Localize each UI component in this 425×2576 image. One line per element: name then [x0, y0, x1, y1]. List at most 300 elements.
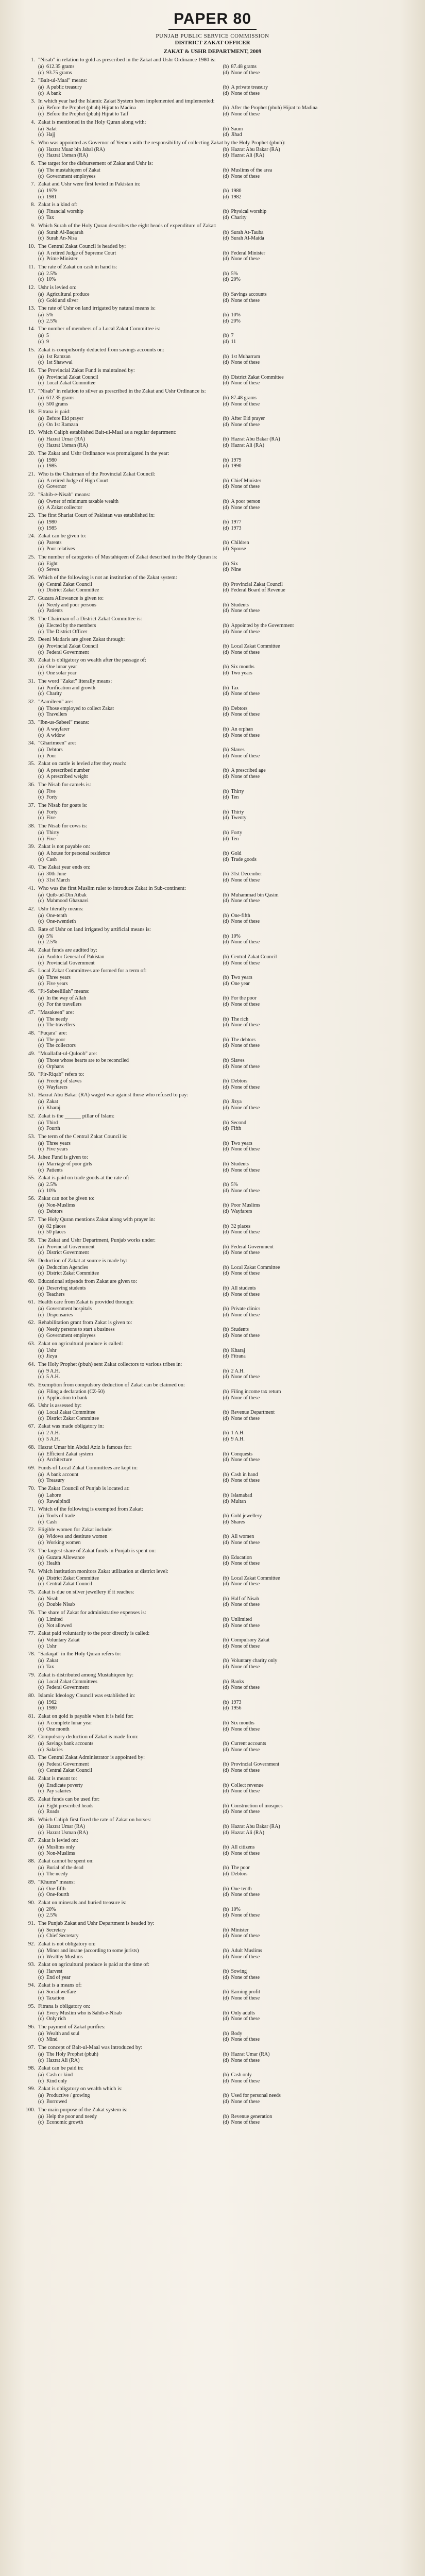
option-letter: (b) [223, 478, 229, 484]
option-letter: (c) [38, 1250, 44, 1256]
option-text: Hazrat Ali (RA) [231, 442, 264, 448]
answer-option [223, 436, 401, 443]
answer-option [38, 1493, 216, 1499]
question-number: 82. [28, 1734, 35, 1740]
option-letter: (c) [38, 1063, 44, 1070]
option-text: Trade goods [231, 856, 257, 862]
option-text: Governor [46, 484, 66, 490]
question-text: "Khums" means: [38, 1879, 75, 1885]
option-text: None of these [231, 1788, 260, 1794]
option-text: Zakat [46, 1658, 58, 1664]
option-text: Forty [46, 794, 58, 801]
answer-option [223, 1830, 401, 1836]
question-number: 28. [28, 616, 35, 622]
option-grid [38, 1886, 400, 1898]
answer-option [38, 1788, 216, 1794]
option-grid [38, 436, 400, 448]
option-text: Hazrat Usman (RA) [46, 442, 88, 448]
option-text: Six [231, 561, 238, 567]
option-grid [38, 851, 400, 862]
option-text: Hazrat Umar (RA) [46, 436, 85, 443]
option-text: Saum [231, 126, 243, 132]
answer-option [38, 1353, 216, 1360]
option-letter: (c) [38, 877, 44, 883]
answer-option [38, 1146, 216, 1153]
answer-option [223, 1499, 401, 1505]
question-body [38, 699, 400, 718]
option-grid [38, 892, 400, 904]
answer-option [223, 836, 401, 842]
question-text: Rate of Ushr on land irrigated by artificial means is: [38, 926, 151, 933]
option-text: Secretary [46, 1927, 66, 1933]
answer-option [223, 1995, 401, 2002]
option-letter: (c) [38, 173, 44, 179]
question-text: Zakat is due on silver jewellery if it reaches: [38, 1589, 134, 1595]
question-body [38, 430, 400, 448]
option-text: 1956 [231, 1705, 242, 1711]
option-text: Thirty [231, 788, 244, 794]
option-text: None of these [231, 1747, 260, 1753]
option-letter: (c) [38, 753, 44, 759]
answer-option [38, 650, 216, 656]
option-grid [38, 354, 400, 366]
question-body [38, 844, 400, 862]
question-item [25, 161, 400, 179]
option-grid [38, 1389, 400, 1401]
option-letter: (a) [38, 374, 44, 380]
answer-option [38, 1747, 216, 1753]
option-letter: (d) [223, 1995, 229, 2002]
answer-option [38, 582, 216, 588]
option-text: Appointed by the Government [231, 623, 294, 629]
answer-option [38, 1761, 216, 1768]
option-letter: (d) [223, 194, 229, 200]
option-letter: (b) [223, 1202, 229, 1209]
option-text: None of these [231, 1767, 260, 1773]
option-grid [38, 1037, 400, 1049]
option-text: Government hospitals [46, 1306, 92, 1312]
option-letter: (c) [38, 794, 44, 801]
option-text: Central Zakat Council [46, 1581, 92, 1587]
option-text: Used for personal needs [231, 2093, 281, 2099]
option-text: 2.5% [46, 270, 57, 277]
answer-option [223, 1064, 401, 1070]
question-text: The Nisab for camels is: [38, 782, 91, 788]
option-letter: (b) [223, 1679, 229, 1685]
option-letter: (b) [223, 2030, 229, 2037]
answer-option [223, 484, 401, 490]
answer-option [223, 1229, 401, 1235]
option-text: 87.48 grams [231, 395, 257, 401]
option-grid [38, 1348, 400, 1360]
question-number: 90. [28, 1900, 35, 1906]
option-letter: (a) [38, 1244, 44, 1250]
question-body [38, 1030, 400, 1049]
option-text: Body [231, 2030, 243, 2037]
option-letter: (c) [38, 1788, 44, 1794]
option-letter: (d) [223, 1126, 229, 1132]
answer-option [223, 298, 401, 304]
question-number: 44. [28, 947, 35, 954]
option-letter: (d) [223, 277, 229, 283]
option-letter: (b) [223, 333, 229, 339]
option-text: District Zakat Committee [46, 587, 99, 594]
answer-option [223, 1886, 401, 1892]
answer-option [223, 1679, 401, 1685]
question-body [38, 968, 400, 987]
answer-option [38, 1540, 216, 1546]
answer-option [38, 1224, 216, 1230]
option-letter: (c) [38, 318, 44, 324]
question-body [38, 1465, 400, 1484]
answer-option [223, 256, 401, 262]
option-text: Roads [46, 1809, 59, 1815]
option-letter: (b) [223, 416, 229, 422]
option-letter: (b) [223, 1803, 229, 1809]
option-letter: (a) [38, 1347, 44, 1353]
question-list [25, 57, 400, 2126]
question-item [25, 140, 400, 159]
option-text: Thirty [231, 809, 244, 815]
option-letter: (d) [223, 1539, 229, 1546]
answer-option [38, 64, 216, 70]
option-text: A prescribed weight [46, 773, 88, 779]
question-body [38, 2107, 400, 2126]
option-letter: (a) [38, 1617, 44, 1623]
question-item [25, 1382, 400, 1401]
option-text: None of these [231, 919, 260, 925]
question-text: Zakat funds are audited by: [38, 947, 97, 954]
option-text: Five [46, 836, 56, 842]
option-letter: (d) [223, 1974, 229, 1980]
option-letter: (c) [38, 1498, 44, 1504]
question-body [38, 264, 400, 283]
option-letter: (b) [223, 457, 229, 463]
option-text: None of these [231, 1933, 260, 1939]
option-grid [38, 2093, 400, 2105]
option-letter: (a) [38, 1182, 44, 1188]
option-letter: (b) [223, 747, 229, 753]
option-text: Hajj [46, 132, 56, 138]
answer-option [223, 1700, 401, 1706]
option-letter: (a) [38, 1554, 44, 1561]
option-grid [38, 1989, 400, 2001]
answer-option [38, 789, 216, 795]
option-grid [38, 84, 400, 96]
question-number: 100. [25, 2107, 35, 2113]
option-letter: (b) [223, 685, 229, 691]
option-letter: (b) [223, 954, 229, 960]
question-text: Zakat is mentioned in the Holy Quran along with: [38, 119, 146, 125]
option-letter: (b) [223, 1140, 229, 1146]
question-text: Jahez Fund is given to: [38, 1154, 88, 1160]
option-text: None of these [231, 1312, 260, 1318]
option-text: 5% [46, 933, 54, 939]
option-letter: (c) [38, 1043, 44, 1049]
option-text: Surah Al-Maida [231, 235, 264, 242]
question-text: Zakat can be paid in: [38, 2065, 84, 2072]
option-letter: (c) [38, 360, 44, 366]
option-text: Taxation [46, 1995, 64, 2002]
answer-option [223, 1353, 401, 1360]
option-text: Government employees [46, 173, 96, 179]
option-text: 1990 [231, 463, 242, 469]
answer-option [223, 105, 401, 111]
option-text: Government employees [46, 1333, 96, 1339]
option-letter: (c) [38, 152, 44, 159]
option-text: 1st Muharram [231, 353, 260, 360]
option-text: Surah At-Tauba [231, 229, 264, 235]
question-text: The Central Zakat Administrator is appointed by: [38, 1755, 145, 1761]
option-letter: (d) [223, 1850, 229, 1856]
option-text: A house for personal residence [46, 851, 110, 857]
option-letter: (c) [38, 1561, 44, 1567]
option-letter: (a) [38, 809, 44, 815]
question-item [25, 1672, 400, 1691]
question-body [38, 761, 400, 779]
option-letter: (d) [223, 1954, 229, 1960]
answer-option [38, 375, 216, 381]
option-grid [38, 913, 400, 925]
question-number: 30. [28, 657, 35, 664]
question-item [25, 596, 400, 614]
option-letter: (a) [38, 581, 44, 587]
option-text: Minor and insane (according to some jurists) [46, 1948, 139, 1954]
answer-option [38, 1989, 216, 1995]
answer-option [223, 2031, 401, 2037]
question-body [38, 1817, 400, 1836]
option-text: None of these [231, 753, 260, 759]
option-letter: (c) [38, 214, 44, 221]
answer-option [223, 401, 401, 408]
answer-option [223, 1705, 401, 1711]
option-letter: (d) [223, 297, 229, 303]
answer-option [223, 457, 401, 464]
option-letter: (c) [38, 1726, 44, 1732]
option-letter: (d) [223, 608, 229, 614]
answer-option [223, 463, 401, 469]
answer-option [38, 271, 216, 277]
option-text: Unlimited [231, 1617, 252, 1623]
question-item [25, 1651, 400, 1670]
question-number: 18. [28, 409, 35, 415]
question-body [38, 1589, 400, 1608]
answer-option [38, 395, 216, 401]
answer-option [223, 1623, 401, 1629]
answer-option [223, 753, 401, 759]
answer-option [223, 1002, 401, 1008]
answer-option [38, 1265, 216, 1271]
question-item [25, 1238, 400, 1256]
option-text: All students [231, 1285, 256, 1292]
answer-option [38, 1327, 216, 1333]
option-text: Revenue generation [231, 2113, 273, 2120]
option-text: Debtors [46, 747, 63, 753]
option-letter: (c) [38, 2016, 44, 2022]
option-text: The collectors [46, 1043, 76, 1049]
option-text: None of these [231, 2098, 260, 2105]
question-item [25, 1962, 400, 1980]
option-letter: (a) [38, 726, 44, 732]
option-letter: (d) [223, 1933, 229, 1939]
option-letter: (d) [223, 401, 229, 407]
answer-option [38, 2031, 216, 2037]
answer-option [38, 995, 216, 1002]
option-letter: (b) [223, 1782, 229, 1788]
question-number: 84. [28, 1775, 35, 1782]
question-number: 10. [28, 243, 35, 249]
option-letter: (b) [223, 809, 229, 815]
question-item [25, 1838, 400, 1856]
option-text: None of these [231, 360, 260, 366]
question-body [38, 1217, 400, 1235]
answer-option [223, 670, 401, 676]
option-letter: (c) [38, 2037, 44, 2043]
option-text: None of these [231, 1478, 260, 1484]
option-text: Health [46, 1561, 60, 1567]
answer-option [223, 1084, 401, 1091]
answer-option [38, 877, 216, 884]
option-text: Hazrat Abu Bakar (RA) [231, 146, 280, 152]
question-text: Zakat can not be given to: [38, 1196, 95, 1202]
option-text: 1980 [46, 519, 57, 526]
option-text: 1962 [46, 1699, 57, 1705]
option-text: Physical worship [231, 209, 267, 215]
option-text: None of these [231, 484, 260, 490]
option-letter: (a) [38, 2093, 44, 2099]
question-text: Zakat is not payable on: [38, 844, 90, 850]
option-text: Two years [231, 975, 252, 981]
question-body [38, 1341, 400, 1360]
option-letter: (a) [38, 270, 44, 277]
answer-option [38, 298, 216, 304]
option-text: Five years [46, 980, 68, 987]
answer-option [223, 2093, 401, 2099]
option-grid [38, 1410, 400, 1421]
option-grid [38, 830, 400, 842]
option-grid [38, 871, 400, 883]
answer-option [38, 111, 216, 117]
option-letter: (d) [223, 1643, 229, 1649]
option-text: A complete lunar year [46, 1720, 92, 1726]
option-text: 7 [231, 333, 234, 339]
option-text: The rich [231, 1016, 249, 1022]
question-number: 61. [28, 1299, 35, 1306]
option-text: One-twentieth [46, 919, 76, 925]
answer-option [38, 1410, 216, 1416]
option-grid [38, 416, 400, 428]
option-letter: (d) [223, 1146, 229, 1153]
question-item [25, 1423, 400, 1442]
option-letter: (a) [38, 312, 44, 318]
option-text: 5 A.H. [46, 1374, 60, 1380]
question-body [38, 637, 400, 655]
question-body [38, 1900, 400, 1919]
option-letter: (a) [38, 1906, 44, 1912]
answer-option [223, 2114, 401, 2120]
question-body [38, 782, 400, 801]
option-letter: (c) [38, 1602, 44, 1608]
question-text: Zakat is a means of: [38, 1982, 82, 1989]
option-text: 20% [231, 277, 241, 283]
option-letter: (d) [223, 815, 229, 821]
answer-option [223, 995, 401, 1002]
question-text: Ushr literally means: [38, 906, 84, 912]
answer-option [223, 1374, 401, 1380]
question-text: Which Caliph first fixed the rate of Zakat on horses: [38, 1817, 151, 1823]
option-letter: (b) [223, 975, 229, 981]
option-letter: (a) [38, 1927, 44, 1933]
question-body [38, 409, 400, 428]
option-grid [38, 1824, 400, 1836]
option-letter: (d) [223, 442, 229, 448]
question-item [25, 699, 400, 718]
option-text: 87.48 grams [231, 64, 257, 70]
option-letter: (a) [38, 912, 44, 919]
option-text: Conquests [231, 1451, 253, 1457]
option-text: Five [46, 815, 56, 821]
option-text: Federal Government [46, 649, 89, 655]
answer-option [223, 685, 401, 691]
option-text: None of these [231, 1685, 260, 1691]
answer-option [223, 892, 401, 899]
option-grid [38, 250, 400, 262]
option-letter: (b) [223, 1285, 229, 1292]
question-item [25, 513, 400, 531]
answer-option [223, 1312, 401, 1318]
option-text: None of these [231, 173, 260, 179]
answer-option [223, 768, 401, 774]
option-text: 31st December [231, 871, 262, 877]
option-letter: (d) [223, 380, 229, 386]
answer-option [38, 664, 216, 670]
answer-option [38, 567, 216, 573]
question-number: 16. [28, 367, 35, 374]
option-letter: (a) [38, 1285, 44, 1292]
option-letter: (b) [223, 229, 229, 235]
question-number: 60. [28, 1279, 35, 1285]
option-grid [38, 1493, 400, 1504]
option-text: None of these [231, 90, 260, 96]
answer-option [223, 2016, 401, 2022]
answer-option [223, 1643, 401, 1650]
option-letter: (b) [223, 1658, 229, 1664]
answer-option [38, 629, 216, 635]
answer-option [38, 188, 216, 194]
answer-option [38, 809, 216, 816]
option-letter: (b) [223, 933, 229, 939]
question-number: 74. [28, 1568, 35, 1574]
option-letter: (b) [223, 374, 229, 380]
option-letter: (a) [38, 1037, 44, 1043]
option-letter: (d) [223, 235, 229, 242]
option-letter: (d) [223, 1270, 229, 1277]
option-text: Education [231, 1554, 252, 1561]
option-letter: (a) [38, 643, 44, 650]
option-letter: (a) [38, 1989, 44, 1995]
question-body [38, 906, 400, 925]
option-letter: (d) [223, 463, 229, 469]
option-letter: (a) [38, 1679, 44, 1685]
question-text: Who was appointed as Governor of Yemen with the responsibility of collecting Zakat by the Holy Prophet (pbuh): [38, 140, 285, 146]
option-letter: (b) [223, 188, 229, 194]
question-text: Eligible women for Zakat include: [38, 1527, 113, 1533]
option-grid [38, 64, 400, 76]
option-letter: (d) [223, 1395, 229, 1401]
option-letter: (c) [38, 1643, 44, 1649]
option-grid [38, 271, 400, 283]
question-body [38, 2065, 400, 2084]
